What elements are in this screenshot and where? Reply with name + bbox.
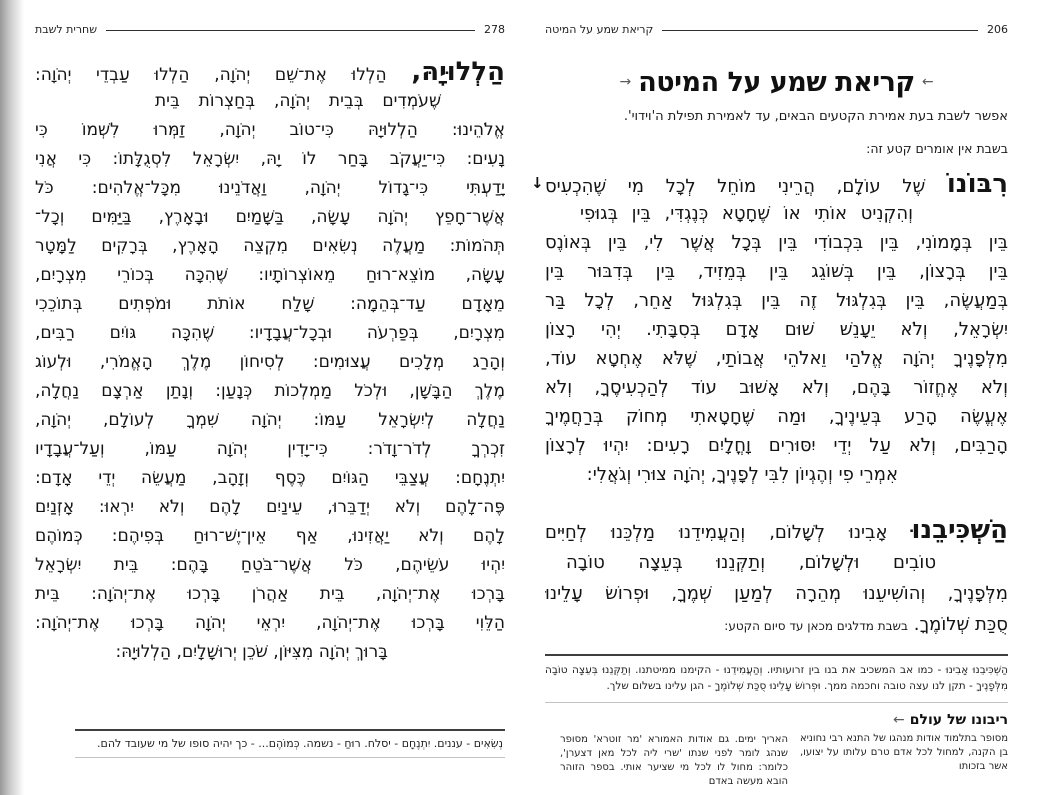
prayer-line: בְּמַעֲשֶׂה, בֵּין בְּגִלְגּוּל זֶה בֵּין בְּגִלְגּוּל אַחֵר, לְכָל בַּר	[545, 290, 1008, 311]
commentary-section-title: ריבונו של עולם	[909, 712, 1008, 728]
opening-word: רִבּוֹנוֹ	[946, 170, 1008, 199]
prayer-line: אִמְרֵי פִי וְהֶגְיוֹן לִבִּי לְפָנֶיךָ, יְהֹוָה צוּרִי וְגֹאֲלִי:	[586, 464, 898, 485]
footnote-block-right	[545, 654, 1008, 789]
prayer-line: נָעִים: כִּי־יַעֲקֹב בָּחַר לוֹ יָהּ, יִשְׂרָאֵל לִסְגֻלָּתוֹ: כִּי אֲנִי	[35, 149, 505, 169]
prayer-line-text: סֻכַּת שְׁלוֹמֶךָ.	[913, 614, 1008, 635]
opening-word: הַשְׁכִּיבֵנוּ	[911, 516, 1008, 545]
prayer-line: בֵּין בְּמָמוֹנִי, בֵּין בִּכְבוֹדִי בֵּין בְּכָל אֲשֶׁר לִי, בֵּין בְּאוֹנֶס	[545, 232, 1008, 253]
prayer-line: אֲשֶׁר־חָפֵץ יְהֹוָה עָשָׂה, בַּשָּׁמַיִם וּבָאָרֶץ, בַּיַּמִּים וְכָל־	[35, 207, 505, 227]
running-head-rule	[106, 30, 475, 31]
prayer-line	[545, 170, 1008, 199]
prayer-line: עָשָׂה, מוֹצֵא־רוּחַ מֵאוֹצְרוֹתָיו: שֶׁהִכָּה בְּכוֹרֵי מִצְרָיִם,	[35, 265, 505, 285]
prayer-line: בָּרְכוּ אֶת־יְהֹוָה, בֵּית אַהֲרֹן בָּרְכוּ אֶת־יְהֹוָה: בֵּית	[35, 584, 505, 604]
prayer-line-text: אָבִינוּ לְשָׁלוֹם, וְהַעֲמִידֵנוּ מַלְכֵּנוּ לְחַיִּים	[545, 522, 888, 543]
commentary-section-header	[800, 712, 1008, 728]
footnote-divider-rule	[545, 702, 1008, 703]
prayer-line	[545, 516, 1008, 547]
prayer-line: זִכְרְךָ לְדֹר־וָדֹר: כִּי־יָדִין יְהֹוָה עַמּוֹ, וְעַל־עֲבָדָיו	[35, 439, 505, 459]
prayer-line: פֶּה־לָהֶם וְלֹא יְדַבֵּרוּ, עֵינַיִם לָהֶם וְלֹא יִרְאוּ: אָזְנַיִם	[35, 497, 505, 517]
inline-instruction-note: בשבת מדלגים מכאן עד סיום הקטע:	[724, 619, 908, 633]
prayer-line: לָהֶם וְלֹא יַאֲזִינוּ, אַף אֵין־יֶשׁ־רוּחַ בְּפִיהֶם: כְּמוֹהֶם	[35, 526, 505, 546]
prayer-line: נַחֲלָה לְיִשְׂרָאֵל עַמּוֹ: יְהֹוָה שִׁמְךָ לְעוֹלָם, יְהֹוָה,	[35, 410, 505, 430]
ribono-paragraph	[531, 170, 1008, 489]
prayer-line: בָּרוּךְ יְהֹוָה מִצִּיּוֹן, שֹׁכֵן יְרוּשָׁלָיִם, הַלְלוּיָהּ:	[115, 642, 388, 662]
prayer-line-text: שֶׁל עוֹלָם, הֲרֵינִי מוֹחֵל לְכָל מִי שֶׁהִכְעִיס	[545, 176, 926, 197]
title-ornament-left-arrow-icon: →	[619, 74, 632, 90]
prayer-line: וְהִקְנִיט אוֹתִי אוֹ שֶׁחָטָא כְּנֶגְדִּי, בֵּין בְּגוּפִי	[580, 203, 913, 224]
prayer-line	[545, 609, 1008, 640]
prayer-line: מִלְּפָנֶיךָ יְהֹוָה אֱלֹהַי וֵאלֹהֵי אֲבוֹתַי, שֶׁלֹּא אֶחְטָא עוֹד,	[545, 348, 1008, 369]
opening-word: הַלְלוּיָהּ,	[411, 58, 505, 87]
psalm-135-paragraph	[35, 58, 505, 667]
prayer-line: תְּהֹמוֹת: מַעֲלֶה נְשִׂאִים מִקְצֵה הָאָרֶץ, בְּרָקִים לַמָּטָר	[35, 236, 505, 256]
prayer-line-text: הַלְלוּ אֶת־שֵׁם יְהֹוָה, הַלְלוּ עַבְדֵי יְהֹוָה:	[35, 65, 387, 85]
commentary-column-left	[560, 712, 788, 789]
title-ornament-right-arrow-icon: ←	[921, 74, 934, 90]
footnote-block-left	[75, 729, 505, 758]
prayer-line: בֵּין בְּרָצוֹן, בֵּין בְּשׁוֹגֵג בֵּין בְּמֵזִיד, בֵּין בְּדִבּוּר בֵּין	[545, 261, 1008, 282]
prayer-line: הַלֵּוִי בָּרְכוּ אֶת־יְהֹוָה, יִרְאֵי יְהֹוָה בָּרְכוּ אֶת־יְהֹוָה:	[35, 613, 505, 633]
prayer-line: יִהְיוּ עֹשֵׂיהֶם, כֹּל אֲשֶׁר־בֹּטֵחַ בָּהֶם: בֵּית יִשְׂרָאֵל	[35, 555, 505, 575]
prayer-line: הָרַבִּים, וְלֹא עַל יְדֵי יִסּוּרִים וָחֳלָיִם רָעִים: יִהְיוּ לְרָצוֹן	[545, 435, 1008, 456]
prayer-line: יָדַעְתִּי כִּי־גָדוֹל יְהֹוָה, וַאֲדֹנֵינוּ מִכָּל־אֱלֹהִים: כֹּל	[35, 178, 505, 198]
prayer-line: טוֹבִים וּלְשָׁלוֹם, וְתַקְּנֵנוּ בְּעֵצָה טוֹבָה	[566, 552, 936, 573]
prayer-line: וְלֹא אֶחֱזוֹר בָּהֶם, וְלֹא אָשׁוּב עוֹד לְהַכְעִיסֶךָ, וְלֹא	[545, 377, 1008, 398]
prayer-line: שֶׁעֹמְדִים בְּבֵית יְהֹוָה, בְּחַצְרוֹת בֵּית	[155, 91, 441, 111]
page-number: 206	[987, 23, 1008, 36]
prayer-line	[35, 58, 505, 87]
prayer-line: מֶלֶךְ הַבָּשָׁן, וּלְכֹל מַמְלְכוֹת כְּנָעַן: וְנָתַן אַרְצָם נַחֲלָה,	[35, 381, 505, 401]
instruction-text-shabbat: בשבת אין אומרים קטע זה:	[866, 141, 1008, 156]
prayer-line: יִתְנֶחָם: עֲצַבֵּי הַגּוֹיִם כֶּסֶף וְזָהָב, מַעֲשֵׂה יְדֵי אָדָם:	[35, 468, 505, 488]
commentary-column-text: האריך ימים. גם אודות האמורא 'מר זוטרא' מסופר שנהג לומר לפני שנתו 'שרי ליה לכל מאן דצערן', כלומר: מחול לו לכל מי שציער אותי. בספר הזוהר הובא מעשה באדם	[560, 734, 788, 787]
commentary-columns	[545, 712, 1008, 789]
page-left	[35, 0, 505, 758]
prayer-line: מֵאָדָם עַד־בְּהֵמָה: שָׁלַח אוֹתֹת וּמֹפְתִים בְּתוֹכֵכִי	[35, 294, 505, 314]
instruction-text: אפשר לשבת בעת אמירת הקטעים הבאים, עד לאמירת תפילת ה'וידוי'.	[623, 109, 1008, 124]
prayer-line: מִצְרָיִם, בְּפַרְעֹה וּבְכָל־עֲבָדָיו: שֶׁהִכָּה גּוֹיִם רַבִּים,	[35, 323, 505, 343]
footnote-text: נְשִׂאִים - עננים. יִתְנֶחָם - יסלח. רוּחַ - נשמה. כְּמוֹהֶם... - כך יהיה סופו של מי שעובד להם.	[97, 737, 503, 750]
running-head-rule	[662, 30, 978, 31]
section-title-row	[545, 63, 1008, 101]
commentary-column-right	[800, 712, 1008, 774]
hashkivenu-paragraph	[545, 516, 1008, 640]
prayer-line: אֱלֹהֵינוּ: הַלְלוּיָהּ כִּי־טוֹב יְהֹוָה, זַמְּרוּ לִשְׁמוֹ כִּי	[35, 120, 505, 140]
prayer-line: מִלְּפָנֶיךָ, וְהוֹשִׁיעֵנוּ מְהֵרָה לְמַעַן שְׁמֶךָ, וּפְרוֹשׂ עָלֵינוּ	[545, 583, 1008, 604]
running-head-section-label: קריאת שמע על המיטה	[545, 23, 654, 36]
page-edge-shadow	[0, 0, 24, 795]
running-head-section-label: שחרית לשבת	[35, 23, 98, 36]
prayer-line: יִשְׂרָאֵל, וְלֹא יֵעָנֵשׁ שׁוּם אָדָם בְּסִבָּתִי. יְהִי רָצוֹן	[545, 319, 1008, 340]
commentary-text: הַשְׁכִּיבֵנוּ אָבִינוּ - כמו אב המשכיב את בנו בין זרועותיו. וְהַעֲמִידֵנוּ - הקימנו ממיטתנו. וְתַקְּנֵנוּ בְּעֵצָה טוֹבָה מִלְּפָנֶיךָ - תקן לנו עצה טובה וחכמה ממך. וּפְרוֹשׂ עָלֵינוּ סֻכַּת שְׁלוֹמֶךָ - הגן עלינו בשלום שלך.	[545, 664, 1008, 692]
page-number: 278	[484, 23, 505, 36]
running-head-right	[545, 22, 1008, 37]
section-ornament-arrow-icon: ←	[893, 712, 905, 728]
running-head-left	[35, 22, 505, 37]
section-title: קריאת שמע על המיטה	[638, 66, 915, 98]
prayer-line: וְהָרַג מְלָכִים עֲצוּמִים: לְסִיחוֹן מֶלֶךְ הָאֱמֹרִי, וּלְעוֹג	[35, 352, 505, 372]
page-right	[531, 0, 1008, 789]
commentary-column-text: מסופר בתלמוד אודות מנהגו של התנא רבי נחוניא בן הקנה, למחול לכל אדם טרם עלותו על יצועו, אשר בזכותו	[800, 733, 1008, 772]
skip-down-arrow-icon: ↓	[531, 174, 544, 192]
prayer-line: אֶעֱשֶׂה הָרַע בְּעֵינֶיךָ, וּמַה שֶּׁחָטָאתִי מְחוֹק בְּרַחֲמֶיךָ	[545, 406, 1008, 427]
